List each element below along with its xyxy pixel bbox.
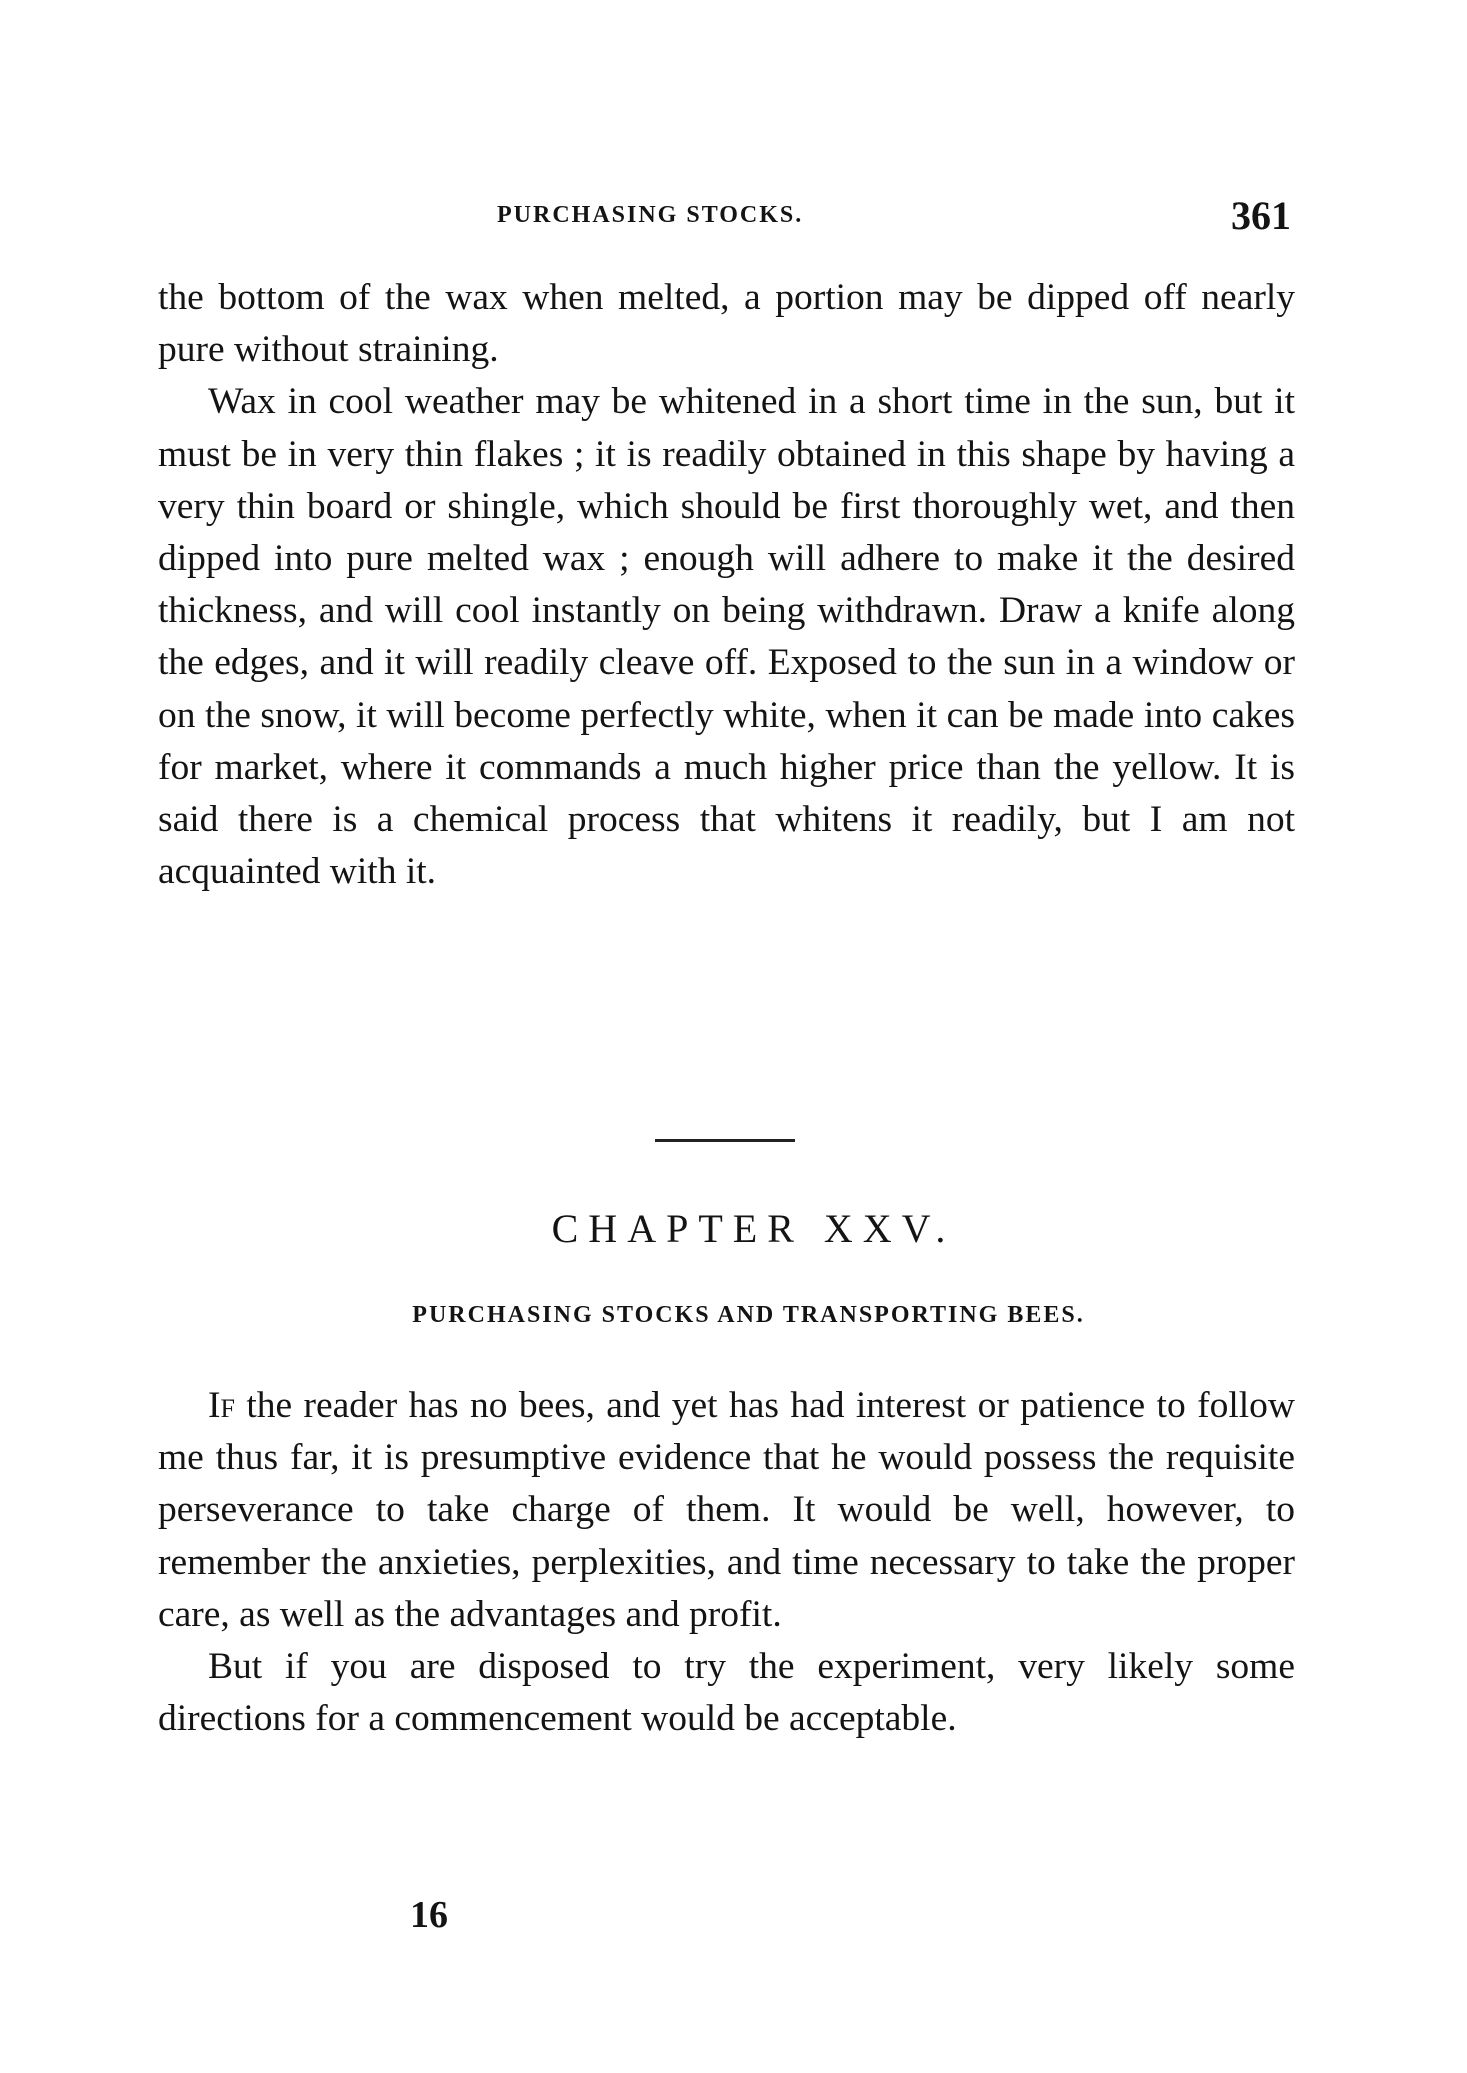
paragraph-chapter-opening bbox=[158, 1380, 1295, 1641]
opening-paragraph-text: the reader has no bees, and yet has had interest or patience to follow me thus far, it is presumptive evidence that he would possess the requisite perseverance to take charge of them. It would be well, however, to remember the anxieties, perplexities, and time necessary to take the proper care, as well as the advantages and profit. bbox=[158, 1385, 1295, 1635]
paragraph-continued: the bottom of the wax when melted, a portion may be dipped off nearly pure without straining. bbox=[158, 277, 1295, 371]
chapter-subtitle: PURCHASING STOCKS AND TRANSPORTING BEES. bbox=[412, 1302, 1085, 1328]
section-divider bbox=[655, 1139, 795, 1142]
section-text-top bbox=[158, 272, 1295, 898]
chapter-title: CHAPTER XXV. bbox=[551, 1206, 956, 1251]
running-title: PURCHASING STOCKS. bbox=[497, 202, 804, 228]
paragraph-wax-whitening: Wax in cool weather may be whitened in a short time in the sun, but it must be in very thin flakes ; it is readily obtained in this shape by having a very thin board or shingle, which should be first thoroughly wet, and then dipped into pure melted wax ; enough will adhere to make it the desired thickness, and will cool instantly on being withdrawn. Draw a knife along the edges, and it will readily cleave off. Exposed to the sun in a window or on the snow, it will become perfectly white, when it can be made into cakes for market, where it commands a much higher price than the yellow. It is said there is a chemical process that whitens it readily, but I am not acquainted with it. bbox=[158, 381, 1295, 893]
paragraph-directions: But if you are disposed to try the experiment, very likely some directions for a commencement would be acceptable. bbox=[158, 1646, 1295, 1740]
chapter-text bbox=[158, 1380, 1295, 1745]
opening-word: If bbox=[208, 1385, 235, 1426]
running-head bbox=[150, 193, 1295, 246]
page-number: 361 bbox=[1231, 193, 1291, 238]
signature-mark: 16 bbox=[410, 1894, 448, 1936]
